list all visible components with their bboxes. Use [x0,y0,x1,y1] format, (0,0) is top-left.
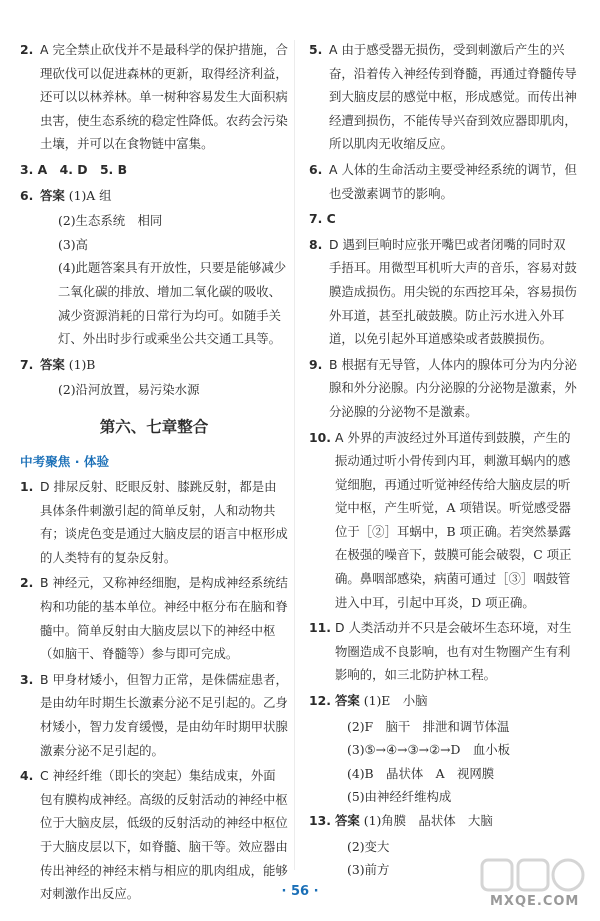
chapter-question-6 [309,158,577,205]
answer-part: (3)高 [58,236,88,252]
chapter-question-7 [309,207,577,231]
question-number: 11. [309,620,331,636]
question-number: 9. [309,356,323,372]
answer-label: 答案 [335,813,360,828]
question-number: 6. [20,187,34,203]
answer-choice: B [40,671,49,687]
answer-part: (4)此题答案具有开放性，只要是能够减少二氧化碳的排放、增加二氧化碳的吸收、减少资源消耗的日常行为均可。如随手关灯、外出时步行或乘坐公共交通工具等。 [58,260,287,347]
chapter-question-12 [309,689,577,713]
question-number: 5. [309,42,323,57]
left-column [20,38,288,908]
questions-3-5 [20,158,288,182]
chapter-question-11 [309,616,577,687]
question-number: 10. [309,429,331,445]
question-number: 4. [20,768,34,784]
explanation: 神经元，又称神经细胞，是构成神经系统结构和功能的基本单位。神经中枢分布在脑和脊髓中。简单反射由大脑皮层以下的神经中枢（如脑干、脊髓等）参与即可完成。 [40,575,288,662]
explanation: 由于感受器无损伤，受到刺激后产生的兴奋，沿着传入神经传到脊髓，再通过脊髓传导到大脑皮层的感觉中枢，形成感觉。而传出神经遭到损伤，不能传导兴奋到效应器即肌肉，所以肌肉无收缩反应。 [329,42,577,152]
answer-part: (3)⑤→④→③→②→D 血小板 [347,742,511,758]
question-2 [20,38,288,156]
watermark-text: MXQE.COM [490,894,580,909]
answer-choice: A [329,161,338,177]
explanation: 遇到巨响时应张开嘴巴或者闭嘴的同时双手捂耳。用微型耳机听大声的音乐，容易对鼓膜造成损伤。用尖锐的东西挖耳朵，容易损伤外耳道，甚至扎破鼓膜。防止污水进入外耳道，以免引起外耳道感染或者鼓膜损伤。 [329,236,577,347]
answer-choice: C [40,768,49,784]
right-column [309,38,577,882]
answer-choice: A [40,42,49,57]
column-divider [294,40,295,870]
answer-label: 答案 [40,187,65,203]
question-number: 8. [309,236,323,252]
answer-choice: D [329,236,339,252]
page-number: · 56 · [281,884,319,899]
question-6 [20,184,288,208]
explanation: 神经纤维（即长的突起）集结成束，外面包有膜构成神经。高级的反射活动的神经中枢位于大脑皮层，低级的反射活动的神经中枢位于大脑皮层以下，如脊髓、脑干等。效应器由传出神经的神经末梢与相应的肌肉组成，能够对刺激作出反应。 [40,768,288,902]
answer-part: (1)E 小脑 [363,693,428,709]
question-number: 1. [20,479,34,495]
question-number: 12. [309,693,331,709]
answer-line: 7. C [309,211,336,227]
answer-choice: A [335,429,344,445]
answer-choice: A [329,42,338,57]
question-number: 7. [20,356,34,372]
question-7 [20,353,288,377]
chapter-question-13 [309,809,577,833]
explanation: 根据有无导管，人体内的腺体可分为内分泌腺和外分泌腺。内分泌腺的分泌物是激素，外分泌腺的分泌物不是激素。 [329,356,577,419]
answer-label: 答案 [335,693,360,709]
explanation: 人类活动并不只是会破坏生态环境，对生物圈造成不良影响，也有对生物圈产生有利影响的，如三北防护林工程。 [335,620,572,683]
question-number: 3. [20,671,34,687]
answer-choice: D [335,620,345,636]
question-number: 2. [20,575,34,591]
explanation: 人体的生命活动主要受神经系统的调节，但也受激素调节的影响。 [329,161,577,201]
answer-part: (1)角膜 晶状体 大脑 [363,813,493,828]
chapter-question-8 [309,233,577,351]
answer-choice: D [40,479,50,495]
answer-part: (3)前方 [347,862,390,878]
answer-label: 答案 [40,356,65,372]
answer-part: (2)变大 [347,838,390,854]
chapter-question-9 [309,353,577,424]
chapter-question-10 [309,426,577,615]
explanation: 排尿反射、眨眼反射、膝跳反射，都是由具体条件刺激引起的简单反射，人和动物共有；谈虎色变是通过大脑皮层的语言中枢形成的人类特有的复杂反射。 [40,479,288,565]
answer-line: 3. A 4. D 5. B [20,161,128,177]
chapter-title: 第六、七章整合 [99,417,209,436]
answer-part: (2)F 脑干 排泄和调节体温 [347,718,510,734]
question-number: 13. [309,813,331,828]
answer-part: (4)B 晶状体 A 视网膜 [347,765,495,781]
explanation: 外界的声波经过外耳道传到鼓膜，产生的振动通过听小骨传到内耳，刺激耳蜗内的感觉细胞，再通过听觉神经传给大脑皮层的听觉中枢，产生听觉，A 项错误。听觉感受器位于［②］耳蜗中，B 项正确。若突然暴露在极强的噪音下，鼓膜可能会破裂，C 项正确。鼻咽部感染，病菌可通过［③］咽鼓管进入中耳，引起中耳炎，D 项正确。 [335,429,572,610]
explanation: 甲身材矮小，但智力正常，是侏儒症患者，是由幼年时期生长激素分泌不足引起的。乙身材矮小，智力发育缓慢，是由幼年时期甲状腺激素分泌不足引起的。 [40,671,288,758]
explanation: 完全禁止砍伐并不是最科学的保护措施，合理砍伐可以促进森林的更新，取得经济利益，还可以以林养林。单一树种容易发生大面积病虫害，使生态系统的稳定性降低。农药会污染土壤，并可以在食物链中富集。 [40,42,288,152]
answer-choice: B [40,575,49,591]
chapter-question-2 [20,571,288,665]
answer-part: (2)沿河放置，易污染水源 [58,382,200,398]
answer-part: (2)生态系统 相同 [58,213,163,229]
question-number: 6. [309,161,323,177]
chapter-question-1 [20,475,288,569]
question-number: 2. [20,42,34,57]
answer-part: (5)由神经纤维构成 [347,789,452,805]
answer-part: (1)B [68,356,96,372]
answer-choice: B [329,356,338,372]
chapter-question-5 [309,38,577,156]
answer-part: (1)A 组 [68,187,112,203]
section-title: 中考聚焦 · 体验 [20,453,110,469]
chapter-question-3 [20,668,288,762]
